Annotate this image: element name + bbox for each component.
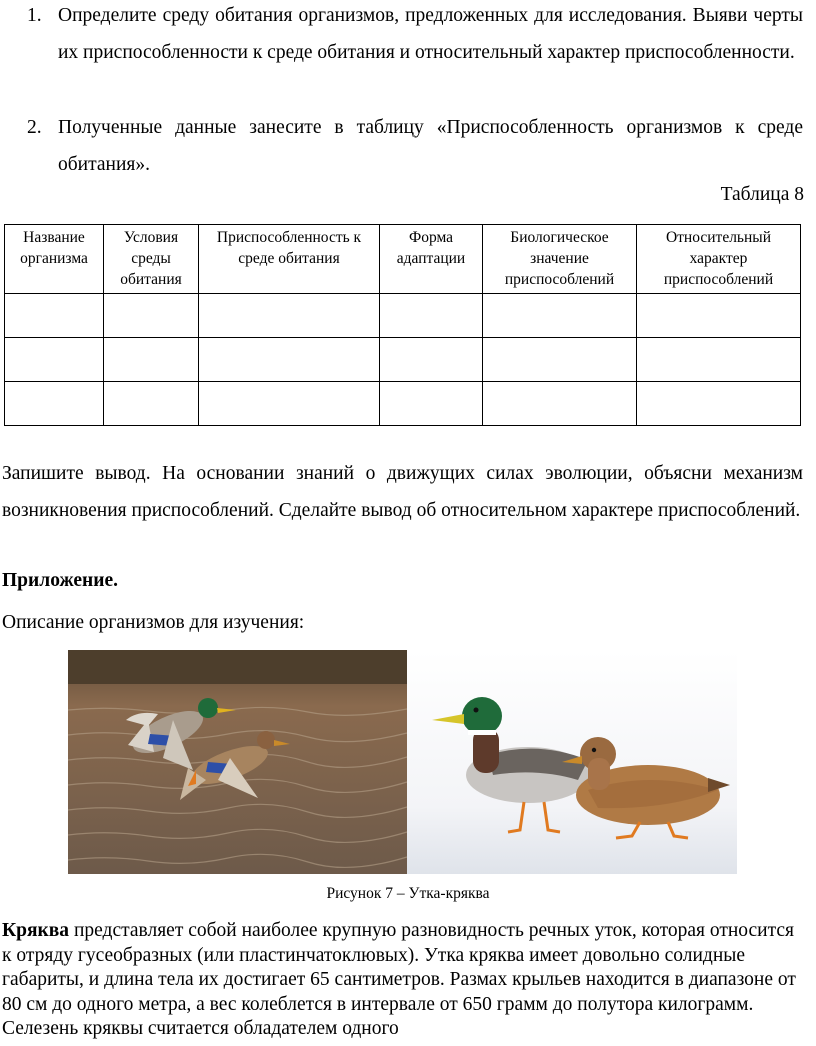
table-cell[interactable] xyxy=(5,338,104,382)
table-cell[interactable] xyxy=(380,382,483,426)
instruction-number: 2. xyxy=(27,117,42,138)
figure-caption: Рисунок 7 – Утка-кряква xyxy=(326,885,490,902)
adaptation-table xyxy=(4,224,801,426)
table-cell[interactable] xyxy=(199,294,380,338)
standing-ducks-photo xyxy=(407,650,737,874)
instruction-text: Полученные данные занесите в таблицу «Приспособленность организмов к среде обитания». xyxy=(58,117,803,175)
description-term: Кряква xyxy=(2,920,70,941)
table-cell[interactable] xyxy=(104,338,199,382)
table-cell[interactable] xyxy=(637,338,801,382)
table-cell[interactable] xyxy=(199,338,380,382)
column-header: Условия среды обитания xyxy=(104,225,199,294)
column-header: Биологическое значение приспособлений xyxy=(483,225,637,294)
instruction-number: 1. xyxy=(27,5,42,26)
table-caption: Таблица 8 xyxy=(720,184,804,205)
appendix-intro: Описание организмов для изучения: xyxy=(2,612,305,633)
table-cell[interactable] xyxy=(637,294,801,338)
table-cell[interactable] xyxy=(104,294,199,338)
table-row xyxy=(5,294,801,338)
conclusion-text: Запишите вывод. На основании знаний о движущих силах эволюции, объясни механизм возникновения приспособлений. Сделайте вывод об относительном характере приспособлений. xyxy=(2,463,803,521)
instruction-text: Определите среду обитания организмов, предложенных для исследования. Выяви черты их приспособленности к среде обитания и относительный характер приспособленности. xyxy=(58,5,803,63)
mallard-figure xyxy=(68,650,737,874)
mallard-photo xyxy=(68,650,737,874)
mallard-description xyxy=(2,919,802,1042)
table-row xyxy=(5,338,801,382)
column-header: Относительный характер приспособлений xyxy=(637,225,801,294)
column-header: Форма адаптации xyxy=(380,225,483,294)
table-cell[interactable] xyxy=(5,382,104,426)
table-cell[interactable] xyxy=(380,294,483,338)
table-cell[interactable] xyxy=(380,338,483,382)
column-header: Приспособленность к среде обитания xyxy=(199,225,380,294)
table-cell[interactable] xyxy=(483,382,637,426)
table-cell[interactable] xyxy=(104,382,199,426)
appendix-heading: Приложение. xyxy=(2,570,118,591)
table-cell[interactable] xyxy=(637,382,801,426)
table-header-row xyxy=(5,225,801,294)
table-cell[interactable] xyxy=(483,294,637,338)
column-header: Название организма xyxy=(5,225,104,294)
table-cell[interactable] xyxy=(5,294,104,338)
table-cell[interactable] xyxy=(199,382,380,426)
table-cell[interactable] xyxy=(483,338,637,382)
table-row xyxy=(5,382,801,426)
description-text: представляет собой наиболее крупную разновидность речных уток, которая относится к отряду гусеобразных (или пластинчатоклювых). Утка кряква имеет довольно солидные габариты, и длина тела их достигает 65 сантиметров. Размах крыльев находится в диапазоне от 80 см до одного метра, а вес колеблется в интервале от 650 грамм до полутора килограмм. Селезень кряквы считается обладателем одного xyxy=(2,920,796,1040)
flying-ducks-photo xyxy=(68,650,407,874)
